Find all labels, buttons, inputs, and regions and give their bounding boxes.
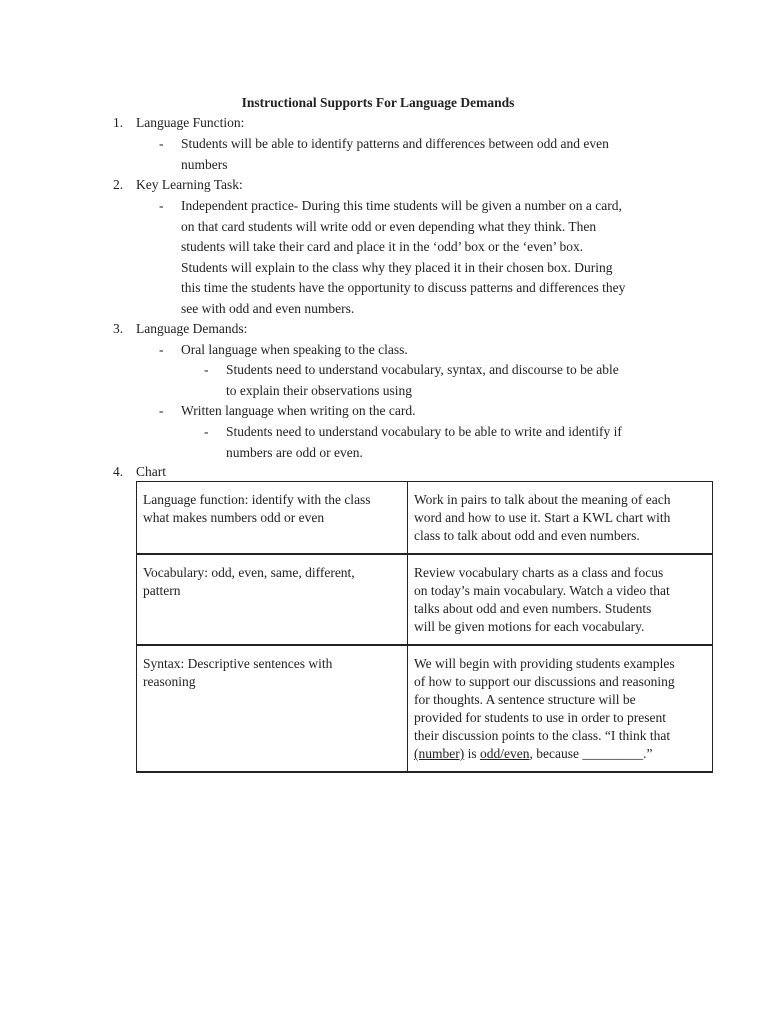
sub-bullet-text: Students need to understand vocabulary, syntax, and discourse to be able to explain their observations using (226, 362, 619, 398)
section-number: 1. (113, 115, 124, 130)
table-cell: Review vocabulary charts as a class and focus on today’s main vocabulary. Watch a video that talks about odd and even numbers. Students will be given motions for each vocabulary. (408, 554, 713, 645)
bullet-dash: - (159, 342, 164, 357)
table-cell: We will begin with providing students examples of how to support our discussions and reasoning for thoughts. A sentence structure will be provided for students to use in order to present their discussion points to the class. “I think that (number) is odd/even, because _________.” (408, 645, 713, 772)
sub-bullet-text: Students need to understand vocabulary to be able to write and identify if numbers are odd or even. (226, 424, 622, 460)
sub-bullet-dash: - (204, 362, 209, 377)
section-number: 3. (113, 321, 124, 336)
bullet-dash: - (159, 198, 164, 213)
bullet-dash: - (159, 136, 164, 151)
bullet-text: Written language when writing on the card. (181, 403, 416, 418)
table-row (137, 554, 713, 645)
table-row (137, 645, 713, 772)
section-heading: Language Demands: (136, 321, 248, 336)
sub-bullet-dash: - (204, 424, 209, 439)
page-title: Instructional Supports For Language Demands (241, 95, 515, 110)
table-cell: Syntax: Descriptive sentences with reasoning (137, 645, 408, 772)
supports-table (136, 481, 713, 773)
table-cell: Vocabulary: odd, even, same, different, pattern (137, 554, 408, 645)
section-heading: Language Function: (136, 115, 245, 130)
bullet-text: Independent practice- During this time students will be given a number on a card, on that card students will write odd or even depending what they think. Then students will take their card and place it in the ‘odd’ box or the ‘even’ box. Students will explain to the class why they placed it in their chosen box. During this time the students have the opportunity to discuss patterns and differences they see with odd and even numbers. (181, 198, 626, 316)
bullet-dash: - (159, 403, 164, 418)
bullet-text: Oral language when speaking to the class. (181, 342, 408, 357)
bullet-text: Students will be able to identify patterns and differences between odd and even numbers (181, 136, 609, 172)
section-heading: Key Learning Task: (136, 177, 243, 192)
section-number: 4. (113, 464, 124, 479)
table-row (137, 482, 713, 555)
sentence-frame-line: (number) is odd/even, because _________.” (414, 746, 653, 761)
section-number: 2. (113, 177, 124, 192)
section-heading: Chart (136, 464, 166, 479)
table-cell: Work in pairs to talk about the meaning of each word and how to use it. Start a KWL chart with class to talk about odd and even numbers. (408, 482, 713, 555)
table-cell: Language function: identify with the class what makes numbers odd or even (137, 482, 408, 555)
